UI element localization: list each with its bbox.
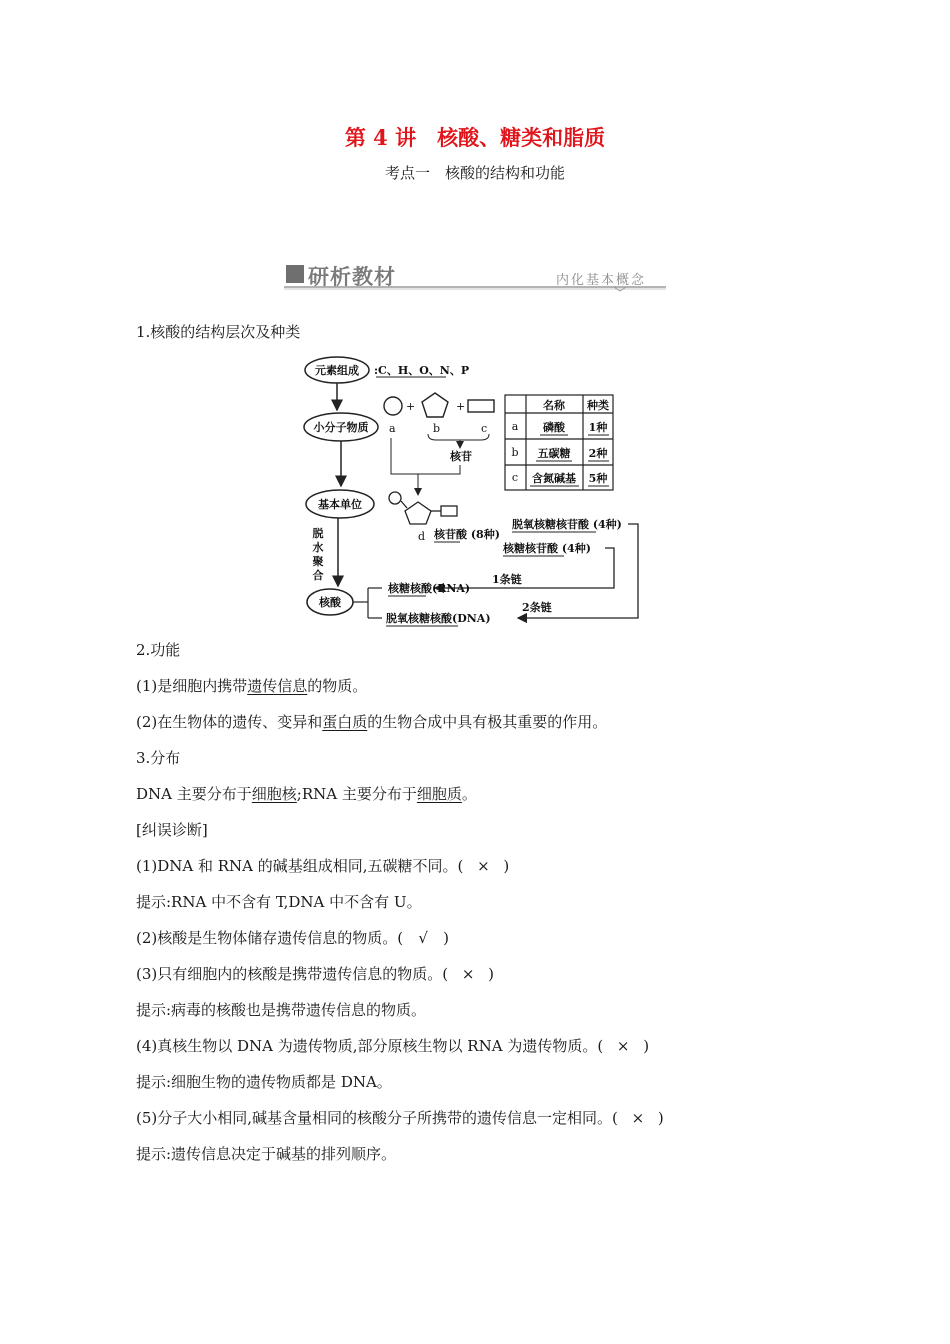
table-name-a: 磷酸 <box>543 421 565 434</box>
function-line-2: (2)在生物体的遗传、变异和蛋白质的生物合成中具有极其重要的作用。 <box>136 713 608 731</box>
label-a: a <box>389 422 396 435</box>
table-header-name: 名称 <box>543 399 565 412</box>
nucleic-acid-diagram <box>300 352 660 632</box>
svg-text:+: + <box>456 400 466 413</box>
node-small-molecule: 小分子物质 <box>313 421 369 434</box>
diagnosis-hint-5: 提示:遗传信息决定于碱基的排列顺序。 <box>136 1145 397 1163</box>
diagnosis-heading: [纠误诊断] <box>136 821 208 839</box>
table-header-kind: 种类 <box>587 399 609 412</box>
label-rna: 核糖核酸(RNA) <box>388 582 471 595</box>
dehydration-char-4: 合 <box>312 569 324 582</box>
distribution-line: DNA 主要分布于细胞核;RNA 主要分布于细胞质。 <box>136 785 477 803</box>
table-key-a: a <box>511 420 519 433</box>
page-title: 第 4 讲 核酸、糖类和脂质 <box>344 125 606 150</box>
dehydration-char-1: 脱 <box>312 527 324 540</box>
node-elements: 元素组成 <box>315 364 359 377</box>
label-nucleotide: 核苷酸 (8种) <box>434 528 500 541</box>
label-dna: 脱氧核糖核酸(DNA) <box>386 612 491 625</box>
banner-title: 研析教材 <box>308 264 396 289</box>
table-key-c: c <box>511 471 519 484</box>
table-name-b: 五碳糖 <box>537 447 571 460</box>
table-name-c: 含氮碱基 <box>532 472 576 485</box>
svg-text:+: + <box>406 400 416 413</box>
label-deoxy-nucleotide: 脱氧核糖核苷酸 (4种) <box>512 518 622 531</box>
table-kind-b: 2种 <box>588 447 608 460</box>
elements-value: :C、H、O、N、P <box>374 364 470 377</box>
diagnosis-hint-1: 提示:RNA 中不含有 T,DNA 中不含有 U。 <box>136 893 422 911</box>
diagnosis-item-1: (1)DNA 和 RNA 的碱基组成相同,五碳糖不同。( × ) <box>136 857 510 875</box>
node-nucleic-acid: 核酸 <box>319 596 341 609</box>
label-nucleoside: 核苷 <box>450 450 472 463</box>
diagnosis-item-3: (3)只有细胞内的核酸是携带遗传信息的物质。( × ) <box>136 965 494 983</box>
label-one-chain: 1条链 <box>492 573 522 586</box>
table-key-b: b <box>511 446 519 459</box>
section-heading-function: 2.功能 <box>136 641 181 659</box>
diagnosis-item-5: (5)分子大小相同,碱基含量相同的核酸分子所携带的遗传信息一定相同。( × ) <box>136 1109 664 1127</box>
diagnosis-item-4: (4)真核生物以 DNA 为遗传物质,部分原核生物以 RNA 为遗传物质。( × ) <box>136 1037 650 1055</box>
function-line-1: (1)是细胞内携带遗传信息的物质。 <box>136 677 368 695</box>
diagnosis-item-2: (2)核酸是生物体储存遗传信息的物质。( √ ) <box>136 929 449 947</box>
label-b: b <box>433 422 441 435</box>
banner-subtitle: 内化基本概念 <box>556 273 647 288</box>
label-two-chain: 2条链 <box>522 601 552 614</box>
label-ribo-nucleotide: 核糖核苷酸 (4种) <box>503 542 591 555</box>
page-subtitle: 考点一 核酸的结构和功能 <box>384 164 565 182</box>
label-d: d <box>418 530 426 543</box>
node-basic-unit: 基本单位 <box>318 498 362 511</box>
diagnosis-hint-4: 提示:细胞生物的遗传物质都是 DNA。 <box>136 1073 392 1091</box>
label-c: c <box>481 422 488 435</box>
table-kind-c: 5种 <box>588 472 608 485</box>
section-heading-distribution: 3.分布 <box>136 749 181 767</box>
table-kind-a: 1种 <box>588 421 608 434</box>
dehydration-char-2: 水 <box>312 541 324 554</box>
banner-block-icon <box>286 265 304 283</box>
diagnosis-hint-3: 提示:病毒的核酸也是携带遗传信息的物质。 <box>136 1001 427 1019</box>
dehydration-char-3: 聚 <box>312 555 324 568</box>
section-heading-structure: 1.核酸的结构层次及种类 <box>136 323 301 341</box>
